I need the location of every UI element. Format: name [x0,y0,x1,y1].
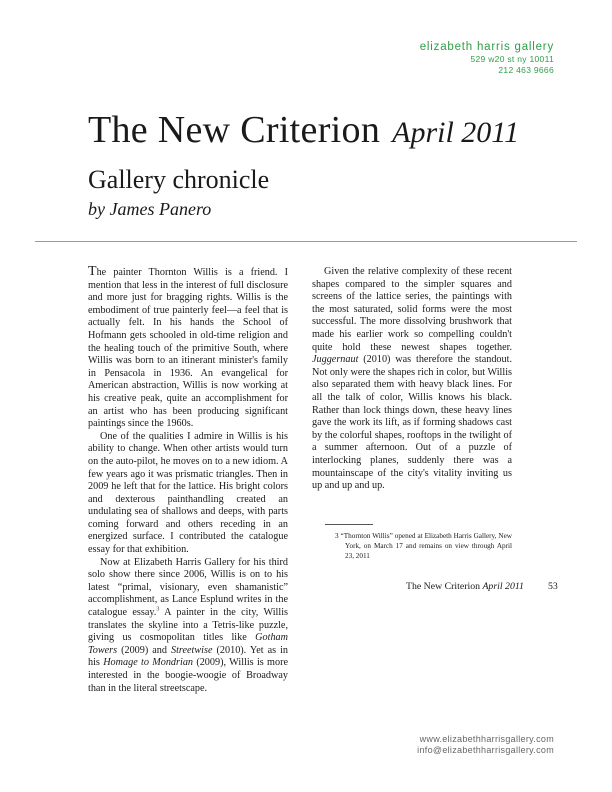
header-divider [35,241,577,242]
drop-cap: T [88,264,97,279]
running-footer [406,581,524,592]
article-column-left [88,266,288,695]
gallery-phone: 212 463 9666 [498,65,554,75]
paragraph-1: The painter Thornton Willis is a friend. I mention that less in the interest of full disclosure and more just for bragging rights. Willis is the embodiment of true painterly feel—a feel that is actually felt. In his hands the School of Hofmann gets schooled in old-time religion and the healing touch of the primitive South, where Willis was born to an itinerant minister's family in Pensacola in 1936. An evangelical for American abstraction, Willis is now working at his creative peak, quite an accomplishment for an artist who has been producing significant paintings since the 1960s. [88,264,288,430]
section-title: Gallery chronicle [88,165,270,194]
gallery-footer [417,734,554,756]
artwork-title: Streetwise [171,644,213,656]
issue-date: April 2011 [392,116,520,149]
page-number: 53 [548,581,558,592]
folio-issue: April 2011 [482,581,524,592]
paragraph-3: Now at Elizabeth Harris Gallery for his third solo show there since 2006, Willis is on to his latest “primal, visionary, even shamanistic” accomplishment, as Lance Esplund writes in the catalogue essay.$^3$ A painter in the city, Willis translates the skyline into a Tetris-like puzzle, giving us cosmopolitan titles like Gotham Towers (2009) and Streetwise (2010). Yet as in his Homage to Mondrian (2009), Willis is more interested in the boogie-woogie of Broadway than in the literal streetscape. [88,556,288,694]
paragraph-2: One of the qualities I admire in Willis is his ability to change. When other artists would turn on the auto-pilot, he moves on to a new idiom. A few years ago it was prismatic triangles. Then in 2009 he left that for the lattice. His bright colors and dexterous painthandling created an undulating sea of shallows and deeps, with parts coming forward and others receding in an energized surface. I contributed the catalogue essay for that exhibition. [88,430,288,556]
publication-title: The New Criterion [88,109,381,151]
gallery-name: elizabeth harris gallery [419,41,554,53]
gallery-header [420,40,554,76]
email-link[interactable]: info@elizabethharrisgallery.com [417,745,554,755]
artwork-title: Homage to Mondrian [103,657,194,669]
byline: by James Panero [88,199,212,219]
folio-title: The New Criterion [406,581,480,592]
artwork-title: Juggernaut [312,354,359,366]
website-link[interactable]: www.elizabethharrisgallery.com [419,734,554,744]
article-column-right [312,266,512,493]
artwork-title: Gotham Towers [88,632,288,656]
footnote-ref: 3 [156,606,160,613]
masthead [88,108,519,160]
footnote: 3 “Thornton Willis” opened at Elizabeth Harris Gallery, New York, on March 17 and remains on view through April 23, 2011 [335,532,512,560]
paragraph-4: Given the relative complexity of these recent shapes compared to the simpler squares and screens of the lattice series, the paintings with the most saturated, solid forms were the most successful. The more dissolving brushwork that made his earlier work so compelling couldn't quite hold these newest shapes together. Juggernaut (2010) was therefore the standout. Not only were the shapes rich in color, but Willis also separated them with heavy black lines. For all the talk of color, Willis knows his black. Rather than lock things down, these heavy lines gave the work its lift, as if forming shadows cast by the colorful shapes, rooftops in the twilight of a summer afternoon. Out of a puzzle of interlocking planes, suddenly there was a mountainscape of the city's vitality inviting us up and up and up. [312,266,512,492]
footnote-divider [325,524,373,525]
gallery-address: 529 w20 st ny 10011 [470,54,554,64]
